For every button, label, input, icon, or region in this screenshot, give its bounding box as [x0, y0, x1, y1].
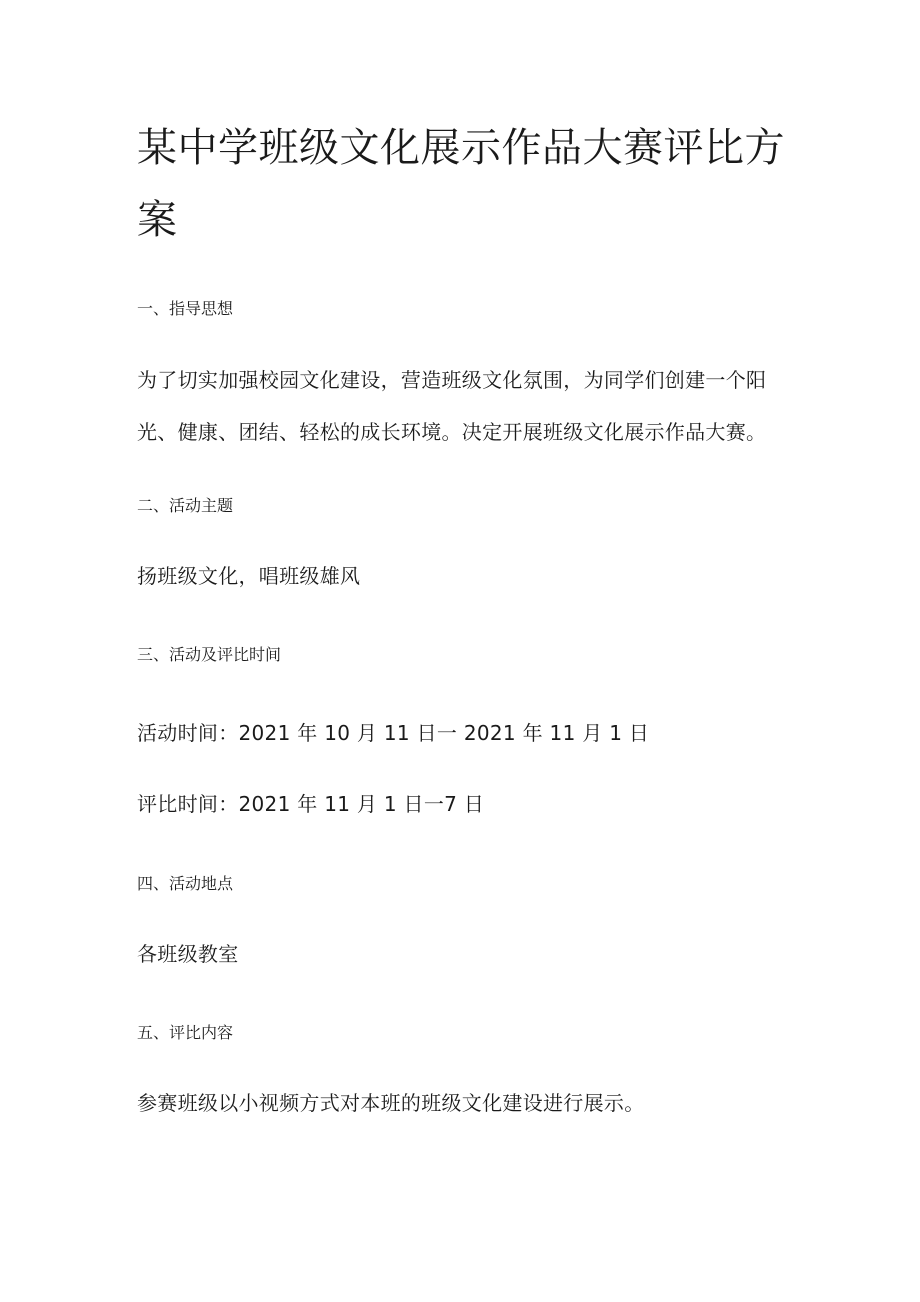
section-heading-guiding-thought: 一、指导思想	[137, 299, 234, 318]
section-heading-schedule: 三、活动及评比时间	[137, 645, 282, 664]
activity-time-text: 活动时间：2021 年 10 月 11 日一 2021 年 11 月 1 日	[137, 721, 650, 745]
section-heading-location: 四、活动地点	[137, 874, 234, 893]
section-paragraph-content: 参赛班级以小视频方式对本班的班级文化建设进行展示。	[137, 1091, 645, 1115]
section-heading-theme: 二、活动主题	[137, 496, 234, 515]
document-title: 某中学班级文化展示作品大赛评比方案	[137, 125, 785, 243]
section-paragraph-location: 各班级教室	[137, 942, 239, 966]
section-paragraph-guiding-thought: 为了切实加强校园文化建设，营造班级文化氛围，为同学们创建一个阳光、健康、团结、轻松的成长环境。决定开展班级文化展示作品大赛。	[137, 368, 767, 444]
section-paragraph-theme: 扬班级文化，唱班级雄风	[137, 564, 361, 588]
section-heading-content: 五、评比内容	[137, 1023, 234, 1042]
judging-time-text: 评比时间：2021 年 11 月 1 日一7 日	[137, 792, 485, 816]
